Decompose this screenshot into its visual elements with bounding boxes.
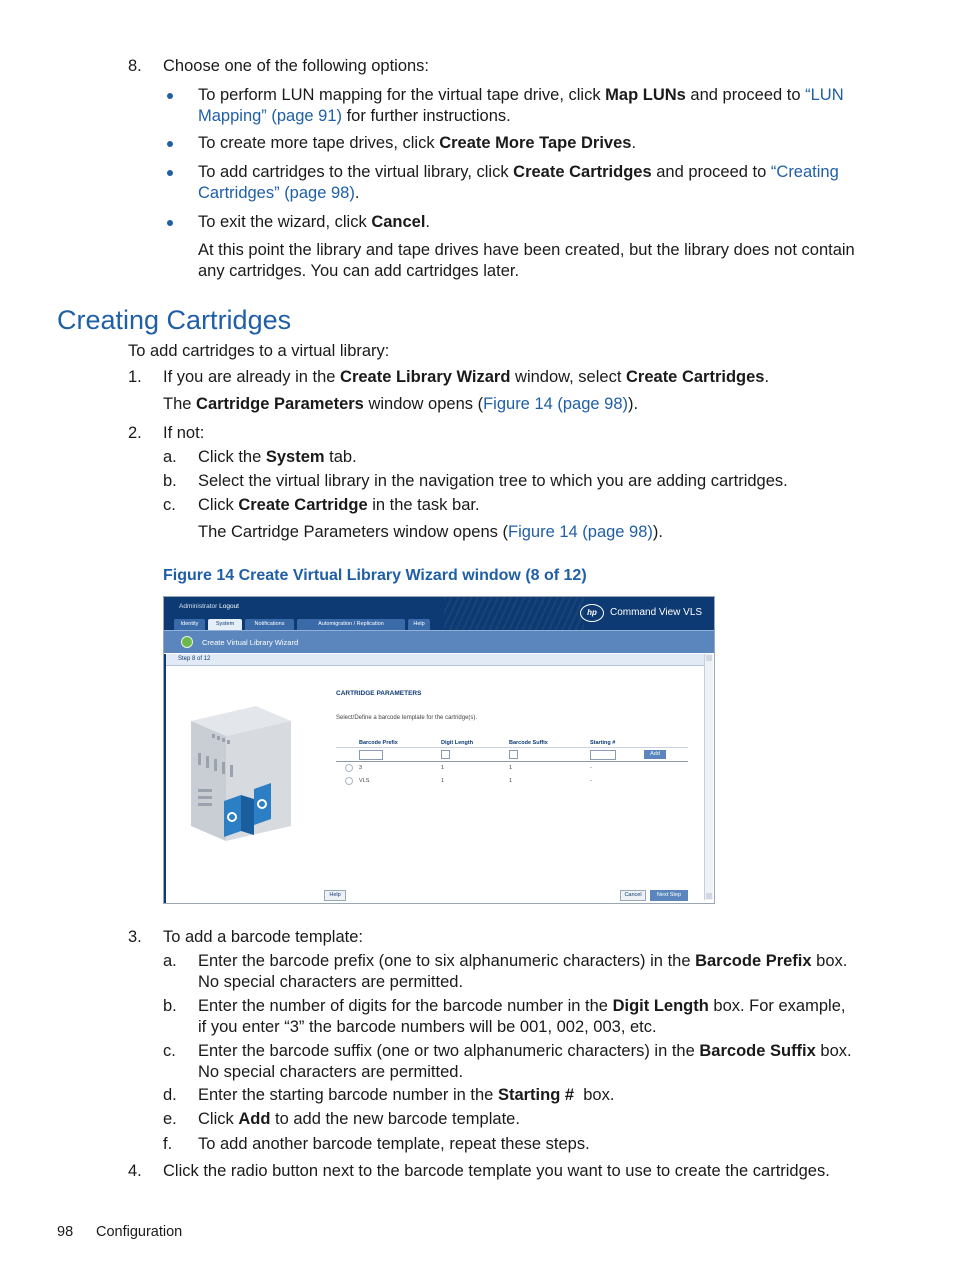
app-title: Command View VLS [610, 607, 703, 618]
step-number: 1. [128, 368, 142, 386]
substep-letter: f. [163, 1135, 173, 1153]
substep-text: Click Add to add the new barcode template. [198, 1110, 520, 1128]
substep-text: Enter the starting barcode number in the Starting # box. [198, 1086, 615, 1104]
link-lun-mapping[interactable]: “LUN Mapping” (page 91) [198, 86, 844, 125]
bullet-dot [167, 220, 173, 226]
option-create-cartridges: To add cartridges to the virtual library, click Create Cartridges and proceed to “Creating Cartridges” (page 98). [198, 163, 839, 202]
page-number: 98 [57, 1224, 74, 1240]
figure-caption: Figure 14 Create Virtual Library Wizard window (8 of 12) [163, 567, 587, 584]
step-text: Click the radio button next to the barcode template you want to use to create the cartridges. [163, 1162, 830, 1180]
digit-length-input[interactable] [441, 750, 450, 759]
substep-letter: d. [163, 1086, 177, 1104]
option-cancel: To exit the wizard, click Cancel. [198, 213, 431, 231]
panel-description: Select/Define a barcode template for the cartridge(s). [336, 715, 478, 721]
step-text: If not: [163, 424, 205, 442]
scroll-up-icon[interactable] [706, 655, 712, 661]
column-header: Digit Length [441, 740, 474, 746]
substep-letter: b. [163, 472, 177, 490]
table-cell: 3 [359, 765, 363, 771]
step-number: 4. [128, 1162, 142, 1180]
template-radio[interactable] [345, 764, 353, 772]
user-info [179, 602, 239, 611]
wizard-icon [181, 636, 193, 648]
table-cell: 1 [509, 765, 513, 771]
template-radio[interactable] [345, 777, 353, 785]
section-heading: Creating Cartridges [57, 305, 292, 335]
wizard-title: Create Virtual Library Wizard [202, 638, 299, 647]
app-banner [164, 597, 714, 630]
substep-text: Enter the barcode suffix (one or two alphanumeric characters) in the Barcode Suffix box. No special characters are permitted. [198, 1042, 852, 1081]
scroll-down-icon[interactable] [706, 893, 712, 899]
step-text: To add a barcode template: [163, 928, 363, 946]
substep-text: Select the virtual library in the navigation tree to which you are adding cartridges. [198, 472, 788, 490]
step-text: Choose one of the following options: [163, 57, 430, 75]
substep-letter: b. [163, 997, 177, 1015]
substep-text: Click Create Cartridge in the task bar. [198, 496, 480, 514]
substep-letter: c. [163, 1042, 176, 1060]
tab-identity[interactable]: Identity [174, 619, 205, 630]
row-divider [336, 761, 688, 762]
table-cell: 1 [441, 778, 445, 784]
substep-letter: a. [163, 448, 177, 466]
step-text: If you are already in the Create Library Wizard window, select Create Cartridges. [163, 368, 770, 386]
help-button[interactable]: Help [324, 890, 346, 901]
column-header: Barcode Suffix [509, 740, 548, 746]
step-number: 3. [128, 928, 142, 946]
table-cell: - [590, 778, 592, 784]
substep-text: Enter the barcode prefix (one to six alphanumeric characters) in the Barcode Prefix box. No special characters are permitted. [198, 952, 848, 991]
option-lun-mapping: To perform LUN mapping for the virtual tape drive, click Map LUNs and proceed to “LUN Mapping” (page 91) for further instructions. [198, 86, 844, 125]
tab-automigration[interactable]: Automigration / Replication [297, 619, 405, 630]
table-cell: - [590, 765, 592, 771]
admin-label: Administrator [179, 603, 218, 610]
left-border [164, 654, 166, 903]
tape-library-icon [186, 701, 296, 846]
bullet-dot [167, 93, 173, 99]
bullet-dot [167, 141, 173, 147]
wizard-screenshot [163, 596, 715, 904]
table-cell: 1 [509, 778, 513, 784]
hp-logo-icon: hp [580, 604, 604, 622]
tab-notifications[interactable]: Notifications [245, 619, 294, 630]
figure-link[interactable]: Figure 14 (page 98) [483, 395, 629, 413]
tab-help[interactable]: Help [408, 619, 430, 630]
column-header: Starting # [590, 740, 616, 746]
wizard-title-bar [164, 630, 714, 653]
barcode-suffix-input[interactable] [509, 750, 518, 759]
link-creating-cartridges[interactable]: “Creating Cartridges” (page 98) [198, 163, 839, 202]
substep-text: Enter the number of digits for the barcode number in the Digit Length box. For example, if you enter “3” the barcode numbers will be 001, 002, 003, etc. [198, 997, 846, 1036]
substep-letter: c. [163, 496, 176, 514]
table-cell: 1 [441, 765, 445, 771]
step-subtext: The Cartridge Parameters window opens (Figure 14 (page 98)). [163, 395, 639, 413]
banner-decoration [444, 597, 584, 630]
step-label: Step 8 of 12 [178, 656, 211, 662]
substep-letter: a. [163, 952, 177, 970]
figure-link[interactable]: Figure 14 (page 98) [507, 523, 653, 541]
option-more-drives: To create more tape drives, click Create More Tape Drives. [198, 134, 637, 152]
panel-title: CARTRIDGE PARAMETERS [336, 690, 422, 697]
header-divider [336, 747, 688, 748]
substep-letter: e. [163, 1110, 177, 1128]
tab-system[interactable]: System [208, 619, 242, 630]
substep-subtext: The Cartridge Parameters window opens (Figure 14 (page 98)). [198, 523, 664, 541]
column-header: Barcode Prefix [359, 740, 398, 746]
bullet-dot [167, 170, 173, 176]
vertical-scrollbar[interactable] [704, 654, 713, 900]
barcode-prefix-input[interactable] [359, 750, 383, 760]
step-number: 8. [128, 57, 142, 75]
next-step-button[interactable]: Next Step [650, 890, 688, 901]
add-button[interactable]: Add [644, 750, 666, 759]
starting-number-input[interactable] [590, 750, 616, 760]
table-cell: VLS [359, 778, 370, 784]
note-paragraph: At this point the library and tape drives have been created, but the library does not contain any cartridges. You can add cartridges later. [198, 241, 855, 280]
logout-link[interactable]: Logout [219, 603, 239, 610]
step-indicator [166, 654, 704, 666]
cancel-button[interactable]: Cancel [620, 890, 646, 901]
footer-section: Configuration [96, 1224, 183, 1240]
substep-text: Click the System tab. [198, 448, 357, 466]
section-intro: To add cartridges to a virtual library: [128, 342, 390, 360]
step-number: 2. [128, 424, 142, 442]
substep-text: To add another barcode template, repeat these steps. [198, 1135, 590, 1153]
